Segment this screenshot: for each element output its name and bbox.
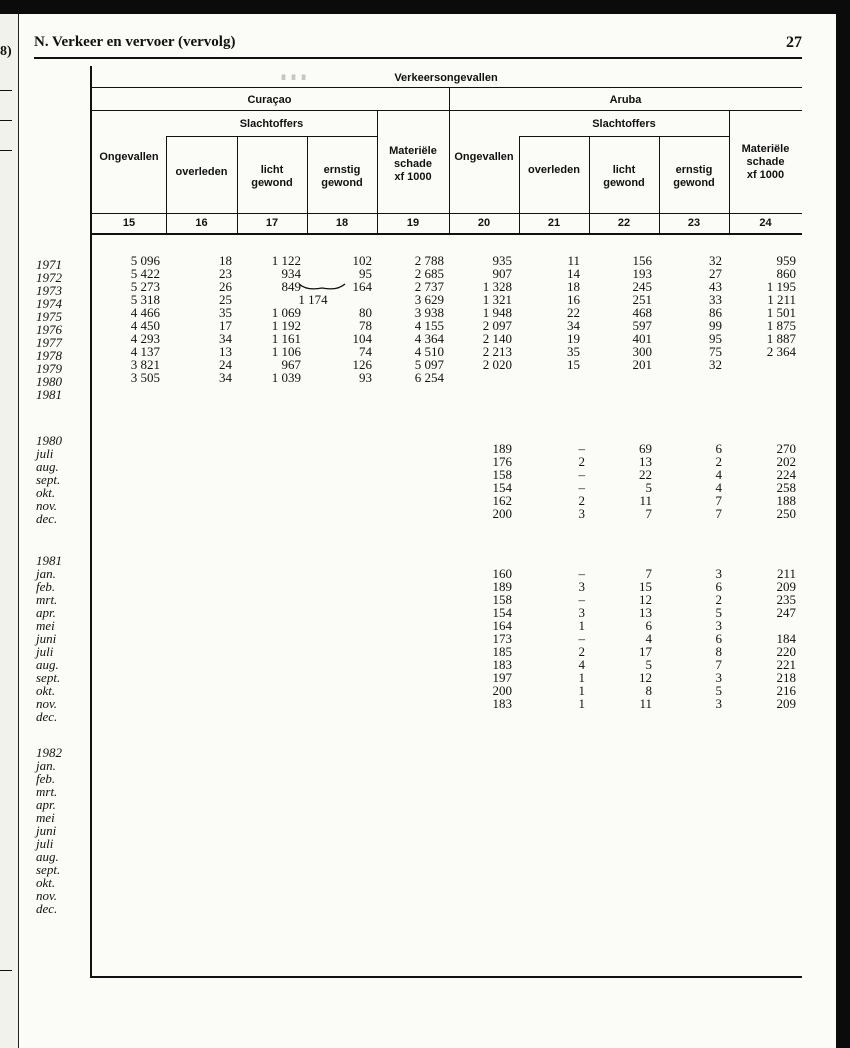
col20-1980: 189 176 158 154 162 200 (492, 441, 512, 521)
column-number: 24 (759, 217, 772, 229)
header-rule (90, 87, 802, 88)
edge-rule (0, 150, 12, 151)
col23-1981: 3 6 2 5 3 6 8 7 3 5 3 (715, 566, 722, 711)
section-title: N. Verkeer en vervoer (vervolg) (34, 34, 236, 50)
col15-annual: 5 096 5 422 5 273 5 318 4 466 4 450 4 293 4 137 3 821 3 505 (130, 253, 160, 385)
col17-annual: 1 122 934 849 1 069 1 192 1 161 1 106 967 1 039 (271, 253, 301, 385)
col24-1980: 270 202 224 258 188 250 (776, 441, 796, 521)
column-number: 21 (547, 217, 561, 229)
column-number: 19 (406, 217, 420, 229)
col20-1981: 160 189 158 154 164 173 185 183 197 200 183 (492, 566, 512, 711)
column-number: 20 (477, 217, 491, 229)
header-rule (90, 110, 802, 111)
col22-annual: 156 193 245 251 468 597 401 300 201 (632, 253, 652, 372)
column-number: 18 (335, 217, 349, 229)
left-page-edge (0, 14, 19, 1048)
bottom-rule (90, 976, 802, 978)
header-damage-curacao: Materiële schade xf 1000 (389, 145, 437, 183)
column-number: 16 (195, 217, 208, 229)
header-bottom-rule (90, 233, 802, 235)
year-column-rule (90, 66, 92, 976)
header-rule (519, 136, 729, 137)
col21-annual: 11 14 18 16 22 34 19 35 15 (567, 253, 580, 372)
row-labels-1982: 1982 jan. feb. mrt. apr. mei juni juli aug. sept. okt. nov. dec. (36, 745, 62, 916)
column-number: 23 (687, 217, 701, 229)
col23-annual: 32 27 43 33 86 99 95 75 32 (709, 253, 722, 372)
header-damage-aruba: Materiële schade xf 1000 (741, 143, 790, 181)
col23-1980: 6 2 4 4 7 7 (715, 441, 722, 521)
col21-1981: – 3 – 3 1 – 2 4 1 1 1 (578, 566, 585, 711)
col18-annual: 102 95 164 80 78 104 74 126 93 (352, 253, 372, 385)
column-number: 15 (122, 217, 136, 229)
col20-annual: 935 907 1 328 1 321 1 948 2 097 2 140 2 213 2 020 (482, 253, 512, 372)
row-labels-1980: 1980 juli aug. sept. okt. nov. dec. (36, 433, 62, 526)
column-number: 17 (265, 217, 279, 229)
col22-1980: 69 13 22 5 11 7 (639, 441, 652, 521)
header-victims-aruba: Slachtoffers (592, 118, 656, 130)
column-number: 22 (617, 217, 631, 229)
merge-brace-icon (297, 282, 347, 292)
col24-1981: 211 209 235 247 184 220 221 218 216 209 (776, 566, 796, 711)
col17-18-merged-value: 1 174 (298, 292, 328, 307)
row-labels-1981: 1981 jan. feb. mrt. apr. mei juni juli aug. sept. okt. nov. dec. (36, 553, 62, 724)
edge-rule (0, 120, 12, 121)
header-killed-curacao: overleden (175, 166, 228, 178)
col24-annual: 959 860 1 195 1 211 1 501 1 875 1 887 2 364 (766, 253, 796, 359)
header-light-aruba: licht gewond (603, 164, 645, 189)
col19-annual: 2 788 2 685 2 737 3 629 3 938 4 155 4 364 4 510 5 097 6 254 (414, 253, 444, 385)
header-serious-aruba: ernstig gewond (673, 164, 715, 189)
header-aruba: Aruba (609, 94, 642, 106)
header-serious-curacao: ernstig gewond (321, 164, 363, 189)
header-top: Verkeersongevallen (394, 72, 498, 84)
header-accidents-curacao: Ongevallen (99, 151, 159, 163)
header-rule (166, 136, 377, 137)
col16-annual: 18 23 26 25 35 17 34 13 24 34 (219, 253, 232, 385)
edge-rule (0, 90, 12, 91)
header-killed-aruba: overleden (528, 164, 580, 176)
show-through-decoration: ∎ ∎ ∎ (280, 71, 308, 83)
header-accidents-aruba: Ongevallen (454, 151, 514, 163)
edge-rule (0, 970, 12, 971)
page-number: 27 (786, 34, 802, 51)
col22-1981: 7 15 12 13 6 4 17 5 12 8 11 (639, 566, 652, 711)
row-labels-annual: 1971 1972 1973 1974 1975 1976 1977 1978 1979 1980 1981 (36, 257, 62, 402)
header-light-curacao: licht gewond (251, 164, 293, 189)
top-rule (34, 57, 802, 59)
header-rule (90, 213, 802, 214)
header-victims-curacao: Slachtoffers (239, 118, 304, 130)
edge-tab: 8) (0, 44, 12, 59)
col21-1980: – 2 – – 2 3 (578, 441, 585, 521)
header-curacao: Curaçao (247, 94, 292, 106)
